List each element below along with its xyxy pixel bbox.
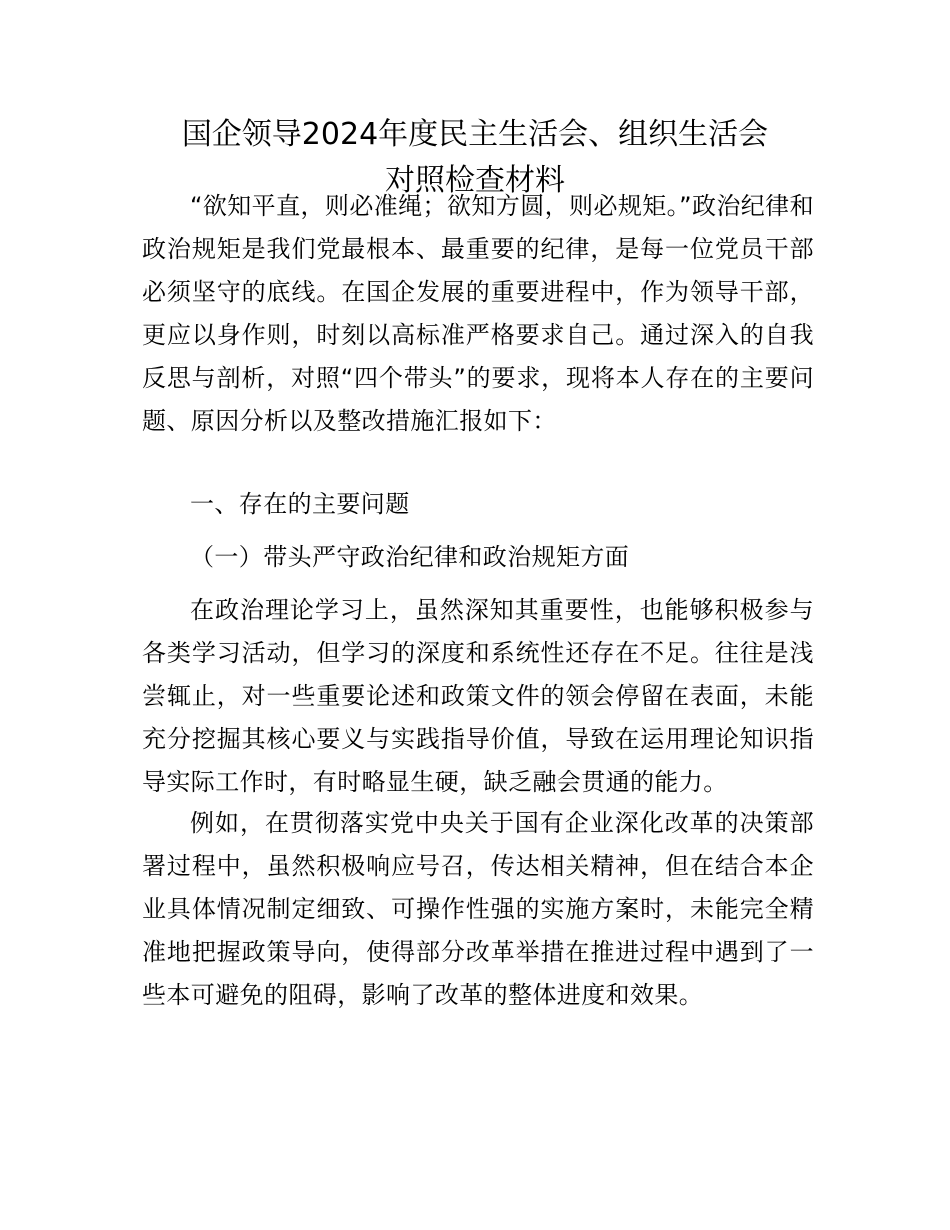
body-paragraph-1: 在政治理论学习上，虽然深知其重要性，也能够积极参与各类学习活动，但学习的深度和系统性还存在不足。往往是浅尝辄止，对一些重要论述和政策文件的领会停留在表面，未能充分挖掘其核心要义与实践指导价值，导致在运用理论知识指导实际工作时，有时略显生硬，缺乏融会贯通的能力。 (142, 596, 814, 796)
document-title-line-1: 国企领导2024年度民主生活会、组织生活会 (181, 117, 769, 152)
body-paragraph-2: 例如，在贯彻落实党中央关于国有企业深化改革的决策部署过程中，虽然积极响应号召，传达相关精神，但在结合本企业具体情况制定细致、可操作性强的实施方案时，未能完全精准地把握政策导向，使得部分改革举措在推进过程中遇到了一些本可避免的阻碍，影响了改革的整体进度和效果。 (142, 809, 814, 1009)
document-title-line-2: 对照检查材料 (385, 163, 565, 198)
subsection-heading: （一）带头严守政治纪律和政治规矩方面 (190, 543, 630, 571)
intro-paragraph: “欲知平直，则必准绳；欲知方圆，则必规矩。”政治纪律和政治规矩是我们党最根本、最重要的纪律，是每一位党员干部必须坚守的底线。在国企发展的重要进程中，作为领导干部，更应以身作则，时刻以高标准严格要求自己。通过深入的自我反思与剖析，对照“四个带头”的要求，现将本人存在的主要问题、原因分析以及整改措施汇报如下： (142, 192, 814, 435)
section-heading: 一、存在的主要问题 (190, 490, 410, 518)
